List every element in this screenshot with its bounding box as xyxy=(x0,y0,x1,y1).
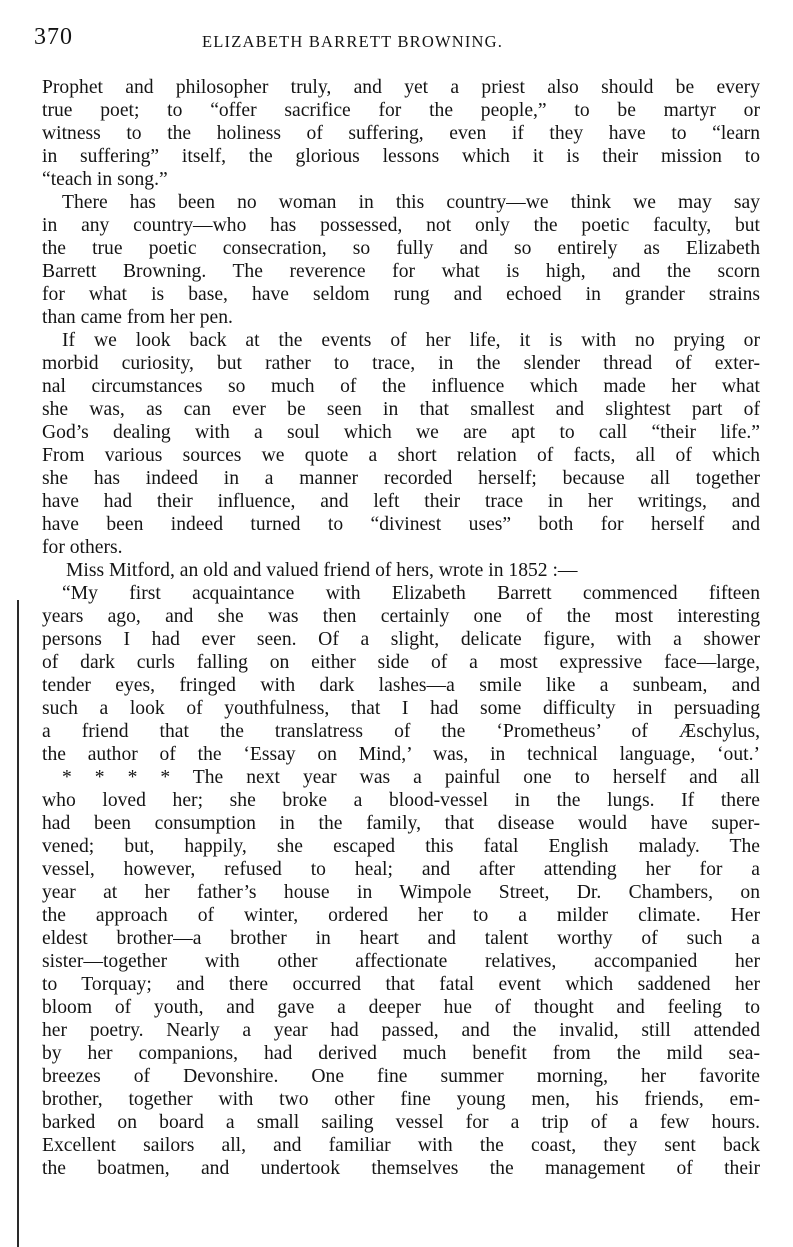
text-line: Excellent sailors all, and familiar with the coast, they sent back xyxy=(42,1135,760,1156)
text-line: the approach of winter, ordered her to a milder climate. Her xyxy=(42,905,760,926)
text-line: witness to the holiness of suffering, even if they have to “learn xyxy=(42,123,760,144)
text-line: year at her father’s house in Wimpole Street, Dr. Chambers, on xyxy=(42,882,760,903)
text-line: the true poetic consecration, so fully and so entirely as Elizabeth xyxy=(42,238,760,259)
text-line: God’s dealing with a soul which we are apt to call “their life.” xyxy=(42,422,760,443)
text-line: “teach in song.” xyxy=(42,169,168,190)
text-line: she was, as can ever be seen in that smallest and slightest part of xyxy=(42,399,760,420)
text-line: a friend that the translatress of the ‘Prometheus’ of Æschylus, xyxy=(42,721,760,742)
text-line: have had their influence, and left their trace in her writings, and xyxy=(42,491,760,512)
text-line: Barrett Browning. The reverence for what is high, and the scorn xyxy=(42,261,760,282)
text-line: nal circumstances so much of the influence which made her what xyxy=(42,376,760,397)
text-line: * * * * The next year was a painful one to herself and all xyxy=(62,767,760,788)
text-line: of dark curls falling on either side of a most expressive face—large, xyxy=(42,652,760,673)
text-line: persons I had ever seen. Of a slight, delicate figure, with a shower xyxy=(42,629,760,650)
text-line: vened; but, happily, she escaped this fatal English malady. The xyxy=(42,836,760,857)
text-line: From various sources we quote a short relation of facts, all of which xyxy=(42,445,760,466)
text-line: the boatmen, and undertook themselves the management of their xyxy=(42,1158,760,1179)
text-line: bloom of youth, and gave a deeper hue of thought and feeling to xyxy=(42,997,760,1018)
text-line: for others. xyxy=(42,537,123,558)
text-line: breezes of Devonshire. One fine summer morning, her favorite xyxy=(42,1066,760,1087)
text-line: sister—together with other affectionate relatives, accompanied her xyxy=(42,951,760,972)
text-line: Prophet and philosopher truly, and yet a priest also should be every xyxy=(42,77,760,98)
text-line: If we look back at the events of her life, it is with no prying or xyxy=(62,330,760,351)
text-line: “My first acquaintance with Elizabeth Barrett commenced fifteen xyxy=(62,583,760,604)
text-line: have been indeed turned to “divinest uses” both for herself and xyxy=(42,514,760,535)
text-line: such a look of youthfulness, that I had some difficulty in persuading xyxy=(42,698,760,719)
text-line: to Torquay; and there occurred that fatal event which saddened her xyxy=(42,974,760,995)
margin-rule xyxy=(17,600,19,1247)
text-line: for what is base, have seldom rung and echoed in grander strains xyxy=(42,284,760,305)
running-head: ELIZABETH BARRETT BROWNING. xyxy=(202,32,504,51)
text-line: in any country—who has possessed, not only the poetic faculty, but xyxy=(42,215,760,236)
text-line: years ago, and she was then certainly one of the most interesting xyxy=(42,606,760,627)
text-line: eldest brother—a brother in heart and talent worthy of such a xyxy=(42,928,760,949)
page-number: 370 xyxy=(34,24,73,50)
text-line: her poetry. Nearly a year had passed, and the invalid, still attended xyxy=(42,1020,760,1041)
text-line: who loved her; she broke a blood-vessel in the lungs. If there xyxy=(42,790,760,811)
text-line: brother, together with two other fine young men, his friends, em- xyxy=(42,1089,760,1110)
text-line: There has been no woman in this country—we think we may say xyxy=(62,192,760,213)
text-line: in suffering” itself, the glorious lessons which it is their mission to xyxy=(42,146,760,167)
text-line: had been consumption in the family, that disease would have super- xyxy=(42,813,760,834)
text-line: by her companions, had derived much benefit from the mild sea- xyxy=(42,1043,760,1064)
text-line: morbid curiosity, but rather to trace, in the slender thread of exter- xyxy=(42,353,760,374)
text-line: true poet; to “offer sacrifice for the people,” to be martyr or xyxy=(42,100,760,121)
text-line: she has indeed in a manner recorded herself; because all together xyxy=(42,468,760,489)
text-line: the author of the ‘Essay on Mind,’ was, in technical language, ‘out.’ xyxy=(42,744,760,765)
text-line: vessel, however, refused to heal; and after attending her for a xyxy=(42,859,760,880)
text-line: than came from her pen. xyxy=(42,307,233,328)
text-line: Miss Mitford, an old and valued friend of hers, wrote in 1852 :— xyxy=(66,560,578,581)
page-header xyxy=(34,24,762,56)
body-text xyxy=(42,76,760,1180)
text-line: tender eyes, fringed with dark lashes—a smile like a sunbeam, and xyxy=(42,675,760,696)
text-line: barked on board a small sailing vessel for a trip of a few hours. xyxy=(42,1112,760,1133)
